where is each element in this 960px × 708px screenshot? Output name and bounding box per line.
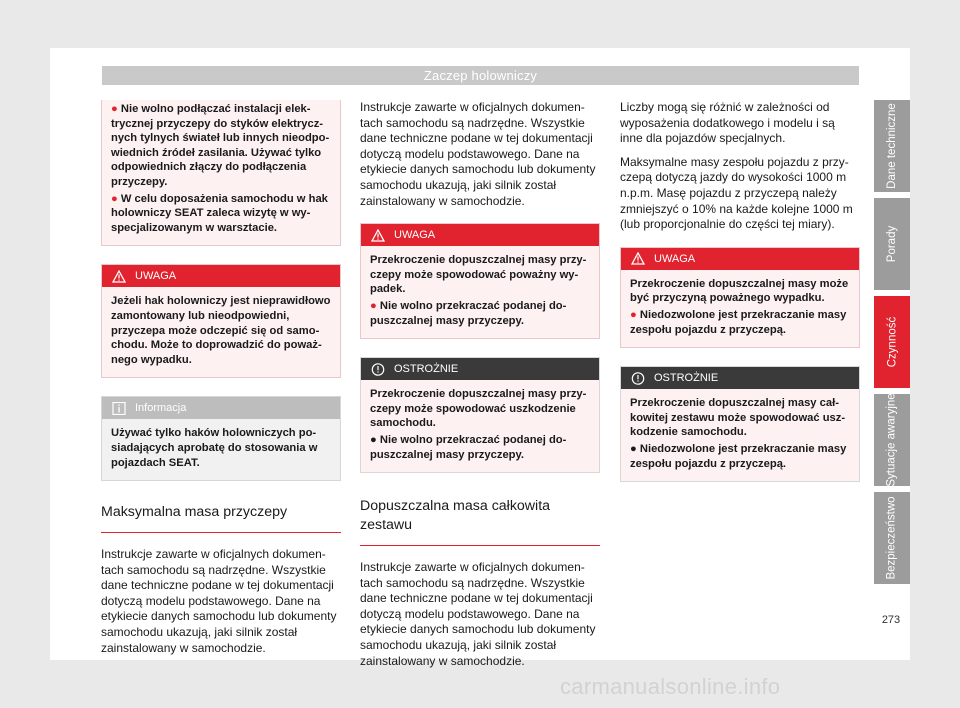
warning-title: UWAGA — [135, 270, 177, 283]
column-1 — [101, 100, 341, 664]
caution-title: OSTROŻNIE — [654, 372, 719, 385]
page-number: 273 — [881, 614, 901, 626]
section-title: Dopuszczalna masa całkowita zestawu — [360, 497, 600, 546]
warning-box — [620, 247, 860, 348]
body-paragraph: Liczby mogą się różnić w zależności od wyposażenia dodatkowego i modelu i są inne dla pojazdów specjalnych. — [620, 100, 835, 146]
caution-box — [620, 366, 860, 482]
info-text: Używać tylko haków holowniczych posiadających aprobatę do stosowania w pojazdach SEAT. — [111, 427, 318, 469]
warning-box — [101, 264, 341, 378]
body-paragraph: Instrukcje zawarte w oficjalnych dokumentach samochodu są nadrzędne. Wszystkie dane techniczne podane w tej dokumentacji dotyczą modelu podstawowego. Dane na etykiecie danych samochodu lub dokumenty samochodu ukazują, jaki silnik został zainstalowany w samochodzie. — [360, 560, 596, 668]
body-paragraph: Maksymalne masy zespołu pojazdu z przyczepą dotyczą jazdy do wysokości 1000 m n.p.m. Masę pojazdu z przyczepą należy zmniejszyć o 10% na każde kolejne 1000 m (lub proporcjonalnie do części tej miary). — [620, 154, 853, 232]
column-2 — [360, 100, 600, 677]
list-item: ● W celu doposażenia samochodu w hak holowniczy SEAT zaleca wizytę w wyspecjalizowanym w warsztacie. — [111, 192, 328, 234]
tab-bezpieczenstwo[interactable]: Bezpieczeństwo — [874, 492, 910, 584]
tab-czynnosc[interactable]: Czynność — [874, 296, 910, 388]
tab-sytuacje-awaryjne[interactable]: Sytuacje awaryjne — [874, 394, 910, 486]
warning-text: Przekroczenie dopuszczalnej masy może być przyczyną poważnego wypadku. — [630, 277, 849, 305]
list-item: ● Nie wolno przekraczać podanej dopuszczalnej masy przyczepy. — [370, 299, 567, 327]
list-item: ● Niedozwolone jest przekraczanie masy zespołu pojazdu z przyczepą. — [630, 442, 847, 470]
caution-text: Przekroczenie dopuszczalnej masy przyczepy może spowodować uszkodzenie samochodu. — [370, 388, 587, 430]
column-3 — [620, 100, 860, 500]
info-title: Informacja — [135, 402, 187, 415]
list-item: ● Nie wolno podłączać instalacji elektrycznej przyczepy do styków elektrycznych tylnych świateł lub innych nieodpowiednich źródeł zasilania. Używać tylko odpowiednich złączy do podłączenia przyczepy. — [111, 103, 330, 188]
warning-text: Przekroczenie dopuszczalnej masy przyczepy może spowodować poważny wypadek. — [370, 254, 587, 296]
warning-box-continued — [101, 100, 341, 246]
body-paragraph: Instrukcje zawarte w oficjalnych dokumentach samochodu są nadrzędne. Wszystkie dane techniczne podane w tej dokumentacji dotyczą modelu podstawowego. Dane na etykiecie danych samochodu lub dokumenty samochodu ukazują, jaki silnik został zainstalowany w samochodzie. — [360, 100, 596, 208]
page-title: Zaczep holowniczy — [102, 66, 859, 85]
exclamation-circle-icon — [371, 363, 385, 376]
info-square-icon — [112, 402, 126, 415]
warning-triangle-icon — [631, 252, 645, 265]
caution-title: OSTROŻNIE — [394, 363, 459, 376]
info-box — [101, 396, 341, 481]
tab-dane-techniczne[interactable]: Dane techniczne — [874, 100, 910, 192]
caution-text: Przekroczenie dopuszczalnej masy całkowitej zestawu może spowodować uszkodzenie samochodu. — [630, 397, 846, 439]
watermark: carmanualsonline.info — [560, 674, 781, 699]
exclamation-circle-icon — [631, 372, 645, 385]
list-item: ● Nie wolno przekraczać podanej dopuszczalnej masy przyczepy. — [370, 433, 567, 461]
section-title: Maksymalna masa przyczepy — [101, 503, 341, 533]
caution-box — [360, 357, 600, 473]
warning-triangle-icon — [371, 229, 385, 242]
warning-title: UWAGA — [654, 252, 696, 265]
warning-title: UWAGA — [394, 229, 436, 242]
warning-box — [360, 223, 600, 339]
warning-triangle-icon — [112, 270, 126, 283]
tab-porady[interactable]: Porady — [874, 198, 910, 290]
body-paragraph: Instrukcje zawarte w oficjalnych dokumentach samochodu są nadrzędne. Wszystkie dane techniczne podane w tej dokumentacji dotyczą modelu podstawowego. Dane na etykiecie danych samochodu lub dokumenty samochodu ukazują, jaki silnik został zainstalowany w samochodzie. — [101, 547, 337, 655]
warning-text: Jeżeli hak holowniczy jest nieprawidłowo zamontowany lub nieodpowiedni, przyczepa może odczepić się od samochodu. Może to doprowadzić do poważnego wypadku. — [111, 295, 331, 366]
list-item: ● Niedozwolone jest przekraczanie masy zespołu pojazdu z przyczepą. — [630, 308, 847, 336]
